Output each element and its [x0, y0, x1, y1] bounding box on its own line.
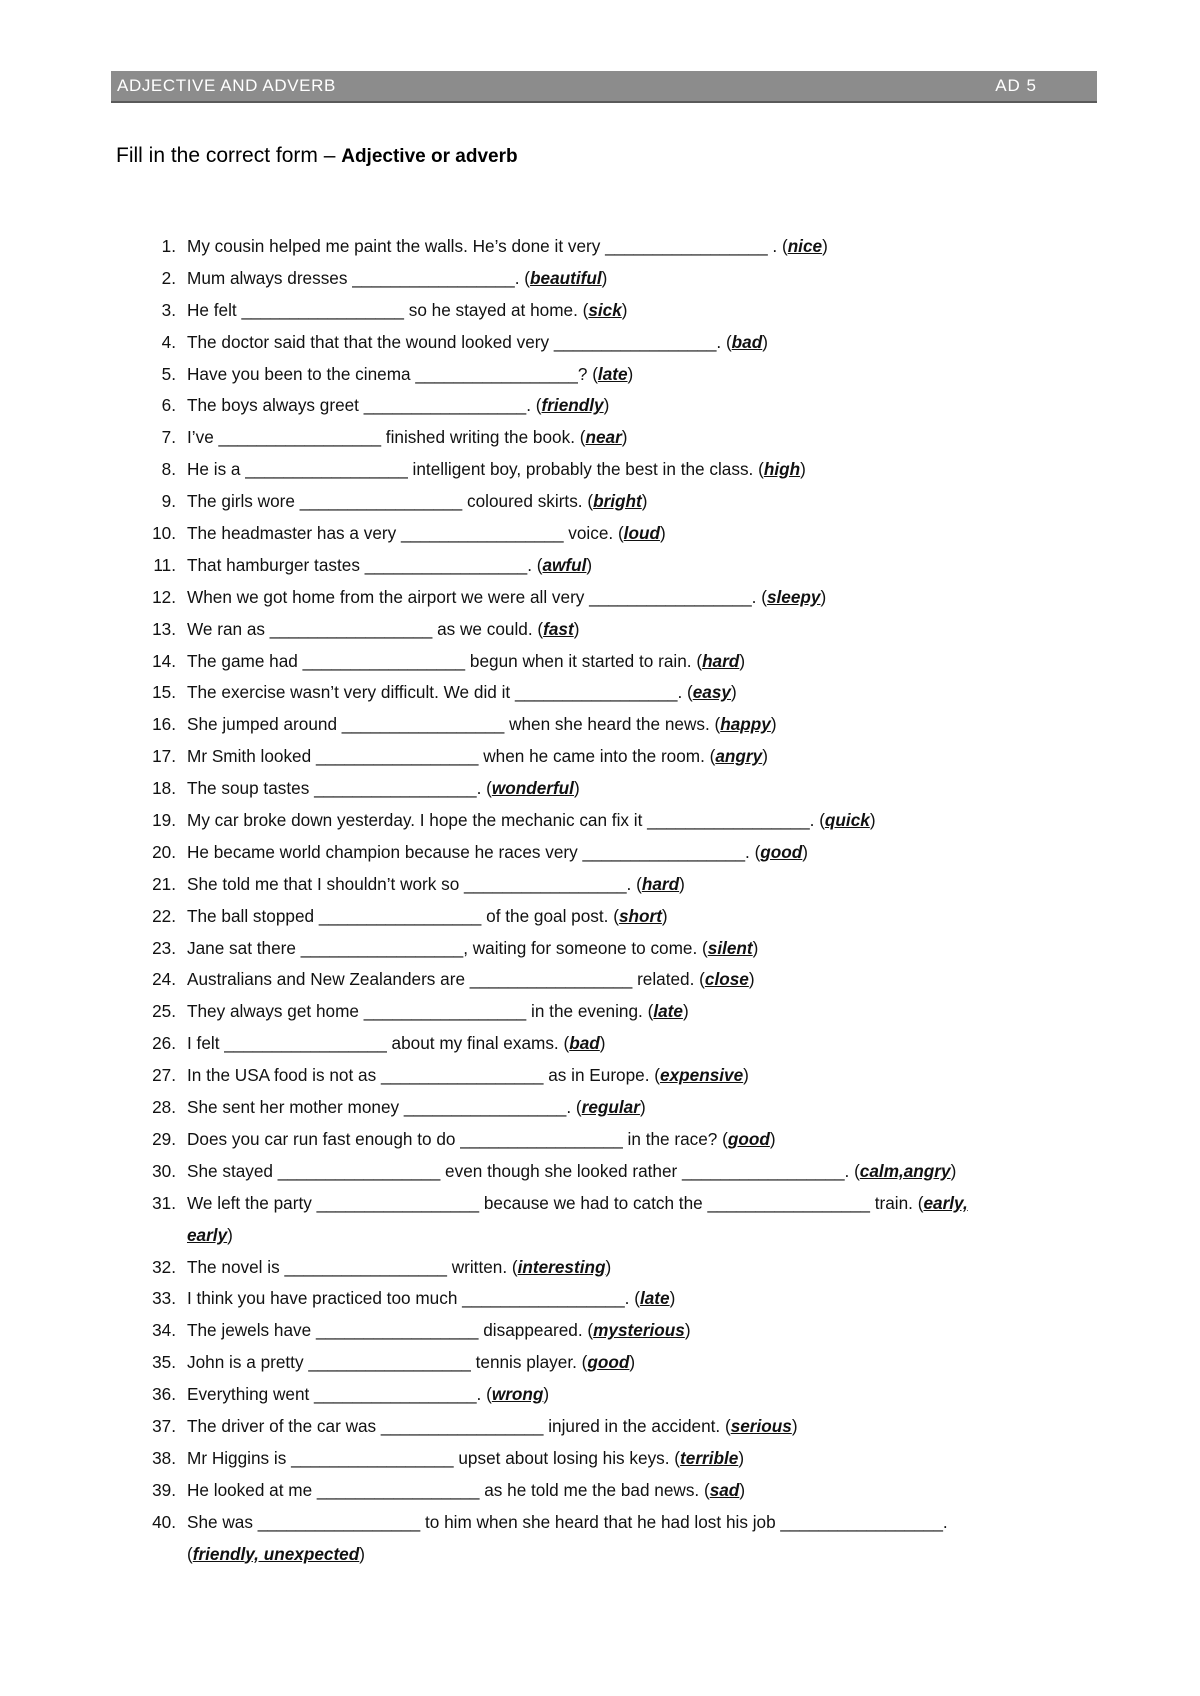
question-text — [187, 677, 737, 709]
question-item — [148, 996, 1098, 1028]
question-number: 18. — [152, 778, 176, 799]
question-tail: ) — [627, 363, 634, 384]
question-tail: ) — [684, 1320, 691, 1341]
word-hint: wrong — [491, 1384, 544, 1405]
question-continuation — [148, 1220, 1098, 1252]
word-hint: expensive — [660, 1065, 744, 1086]
question-item — [148, 805, 1098, 837]
question-item — [148, 1060, 1098, 1092]
question-tail: ) — [822, 236, 828, 256]
word-hint: loud — [623, 523, 660, 544]
question-number: 34. — [152, 1320, 176, 1341]
question-text — [187, 1379, 549, 1411]
question-tail: ) — [601, 267, 608, 288]
question-tail: ) — [603, 395, 610, 416]
question-number: 15. — [152, 682, 176, 703]
question-number: 5. — [161, 363, 176, 384]
question-number: 22. — [152, 905, 176, 926]
question-item — [148, 614, 1098, 646]
question-item — [148, 486, 1098, 518]
word-hint: fast — [543, 618, 574, 639]
question-item — [148, 1411, 1098, 1443]
question-sentence: My car broke down yesterday. I hope the mechanic can fix it _________________. ( — [187, 810, 825, 831]
word-hint: early, — [923, 1192, 968, 1213]
question-item — [148, 582, 1098, 614]
question-text — [187, 1220, 233, 1252]
word-hint: good — [760, 841, 803, 862]
question-sentence: The driver of the car was _________________ injured in the accident. ( — [187, 1415, 731, 1436]
question-tail: ) — [679, 873, 685, 894]
question-item — [148, 837, 1098, 869]
question-number: 1. — [161, 236, 176, 256]
question-tail: ) — [791, 1415, 798, 1436]
heading-bold: Adjective or adverb — [341, 146, 518, 167]
question-tail: ) — [802, 841, 809, 862]
question-sentence: They always get home _________________ in the evening. ( — [187, 1001, 654, 1022]
question-text — [187, 933, 758, 965]
question-item — [148, 709, 1098, 741]
word-hint: interesting — [517, 1256, 606, 1277]
question-tail: ) — [621, 427, 628, 448]
question-item — [148, 1379, 1098, 1411]
word-hint: hard — [702, 650, 740, 671]
question-tail: ) — [605, 1256, 612, 1277]
question-sentence: She sent her mother money _________________. ( — [187, 1097, 582, 1118]
question-sentence: ( — [187, 1543, 193, 1564]
question-item — [148, 327, 1098, 359]
question-text — [187, 901, 668, 933]
question-text — [187, 646, 745, 678]
word-hint: good — [727, 1128, 770, 1149]
question-item — [148, 901, 1098, 933]
question-tail: ) — [659, 523, 666, 544]
question-item — [148, 646, 1098, 678]
question-item — [148, 454, 1098, 486]
question-number: 39. — [152, 1479, 176, 1500]
question-number: 4. — [161, 331, 176, 352]
word-hint: sad — [709, 1479, 740, 1500]
question-number: 27. — [152, 1065, 176, 1086]
question-text — [187, 454, 806, 486]
question-number: 8. — [161, 459, 176, 480]
worksheet-title: ADJECTIVE AND ADVERB — [117, 76, 336, 95]
question-number: 40. — [152, 1511, 176, 1532]
word-hint: high — [763, 459, 801, 480]
question-sentence: We left the party _________________ because we had to catch the _________________ train. ( — [187, 1192, 924, 1213]
word-hint: serious — [730, 1415, 792, 1436]
question-sentence: Have you been to the cinema _________________? ( — [187, 363, 598, 384]
question-text — [187, 359, 633, 391]
question-sentence: Mr Smith looked _________________ when he came into the room. ( — [187, 746, 716, 767]
question-text — [187, 773, 580, 805]
question-number: 38. — [152, 1447, 176, 1468]
question-text — [187, 1188, 968, 1220]
question-text — [187, 1475, 745, 1507]
question-item — [148, 1124, 1098, 1156]
question-item — [148, 1156, 1098, 1188]
question-text — [187, 295, 628, 327]
question-text — [187, 869, 685, 901]
question-tail: ) — [573, 618, 580, 639]
question-number: 25. — [152, 1001, 176, 1022]
question-tail: ) — [820, 586, 827, 607]
word-hint: happy — [720, 714, 771, 735]
question-sentence: When we got home from the airport we were all very _________________. ( — [187, 586, 767, 607]
question-text — [187, 518, 666, 550]
question-text — [187, 1283, 675, 1315]
question-item — [148, 359, 1098, 391]
question-item — [148, 1347, 1098, 1379]
question-sentence: She was _________________ to him when she heard that he had lost his job _________________. — [187, 1511, 948, 1532]
word-hint: sick — [588, 299, 622, 320]
question-number: 37. — [152, 1415, 176, 1436]
question-tail: ) — [769, 1128, 776, 1149]
question-text — [187, 614, 579, 646]
question-item — [148, 1028, 1098, 1060]
question-sentence: That hamburger tastes _________________. ( — [187, 554, 543, 575]
question-text — [187, 709, 777, 741]
question-sentence: She stayed _________________ even though she looked rather _________________. ( — [187, 1160, 860, 1181]
question-text — [187, 1252, 611, 1284]
question-sentence: He felt _________________ so he stayed at home. ( — [187, 299, 589, 320]
word-hint: nice — [787, 236, 823, 256]
question-sentence: Mum always dresses _________________. ( — [187, 267, 531, 288]
question-sentence: My cousin helped me paint the walls. He’s done it very _________________ . ( — [187, 236, 788, 256]
question-item — [148, 1188, 1098, 1220]
question-text — [187, 996, 689, 1028]
question-sentence: She told me that I shouldn’t work so _________________. ( — [187, 873, 642, 894]
question-text — [187, 327, 768, 359]
question-tail: ) — [950, 1160, 957, 1181]
question-text — [187, 1411, 798, 1443]
question-number: 14. — [152, 650, 176, 671]
question-text — [187, 1539, 365, 1571]
question-item — [148, 231, 1098, 263]
question-number: 20. — [152, 841, 176, 862]
question-number: 16. — [152, 714, 176, 735]
question-item — [148, 964, 1098, 996]
word-hint: beautiful — [530, 267, 602, 288]
word-hint: calm,angry — [859, 1160, 951, 1181]
question-text — [187, 1092, 646, 1124]
question-sentence: Everything went _________________. ( — [187, 1384, 492, 1405]
question-sentence: The ball stopped _________________ of the goal post. ( — [187, 905, 619, 926]
question-tail: ) — [621, 299, 628, 320]
question-text — [187, 1124, 776, 1156]
question-text — [187, 231, 828, 263]
question-text — [187, 1060, 749, 1092]
question-sentence: He became world champion because he races very _________________. ( — [187, 841, 761, 862]
question-number: 36. — [152, 1384, 176, 1405]
question-sentence: Australians and New Zealanders are _________________ related. ( — [187, 969, 705, 990]
question-sentence: The novel is _________________ written. ( — [187, 1256, 518, 1277]
question-tail: ) — [770, 714, 777, 735]
question-tail: ) — [739, 650, 746, 671]
question-tail: ) — [800, 459, 806, 480]
question-item — [148, 550, 1098, 582]
question-number: 7. — [161, 427, 176, 448]
question-number: 21. — [152, 873, 176, 894]
question-item — [148, 1507, 1098, 1539]
question-tail: ) — [869, 810, 876, 831]
word-hint: mysterious — [593, 1320, 685, 1341]
question-item — [148, 1092, 1098, 1124]
question-tail: ) — [762, 746, 768, 767]
word-hint: late — [597, 363, 628, 384]
question-text — [187, 1315, 691, 1347]
word-hint: friendly, unexpected — [192, 1543, 360, 1564]
question-text — [187, 1347, 635, 1379]
question-number: 17. — [152, 746, 176, 767]
question-sentence: The doctor said that that the wound looked very _________________. ( — [187, 331, 732, 352]
word-hint: near — [585, 427, 622, 448]
question-sentence: The jewels have _________________ disappeared. ( — [187, 1320, 594, 1341]
word-hint: good — [587, 1352, 630, 1373]
question-number: 6. — [161, 395, 176, 416]
question-item — [148, 1252, 1098, 1284]
question-item — [148, 1283, 1098, 1315]
word-hint: bad — [731, 331, 763, 352]
question-continuation — [148, 1539, 1098, 1571]
word-hint: close — [704, 969, 749, 990]
word-hint: silent — [707, 937, 753, 958]
question-sentence: The game had _________________ begun when it started to rain. ( — [187, 650, 703, 671]
heading-lead: Fill in the correct form – — [116, 144, 342, 167]
question-tail: ) — [543, 1384, 550, 1405]
question-sentence: The girls wore _________________ coloured skirts. ( — [187, 491, 594, 512]
word-hint: bad — [569, 1033, 600, 1054]
question-number: 9. — [161, 491, 176, 512]
question-number: 29. — [152, 1128, 176, 1149]
worksheet-code: AD 5 — [995, 76, 1037, 95]
question-sentence: I felt _________________ about my final exams. ( — [187, 1033, 570, 1054]
word-hint: late — [653, 1001, 683, 1022]
question-item — [148, 1315, 1098, 1347]
word-hint: short — [618, 905, 662, 926]
word-hint: bright — [593, 491, 642, 512]
question-item — [148, 741, 1098, 773]
question-sentence: In the USA food is not as _________________ as in Europe. ( — [187, 1065, 661, 1086]
question-text — [187, 486, 648, 518]
question-sentence: He looked at me _________________ as he told me the bad news. ( — [187, 1479, 710, 1500]
question-tail: ) — [641, 491, 648, 512]
question-number: 23. — [152, 937, 176, 958]
question-tail: ) — [599, 1033, 606, 1054]
word-hint: easy — [692, 682, 731, 703]
word-hint: regular — [581, 1097, 640, 1118]
question-item — [148, 390, 1098, 422]
question-sentence: She jumped around _________________ when she heard the news. ( — [187, 714, 721, 735]
question-number: 19. — [152, 810, 176, 831]
question-number: 26. — [152, 1033, 176, 1054]
question-number: 12. — [152, 586, 176, 607]
question-sentence: He is a _________________ intelligent boy, probably the best in the class. ( — [187, 459, 764, 480]
question-item — [148, 1443, 1098, 1475]
word-hint: wonderful — [491, 778, 574, 799]
question-tail: ) — [359, 1543, 365, 1564]
question-item — [148, 263, 1098, 295]
question-text — [187, 964, 755, 996]
question-sentence: The soup tastes _________________. ( — [187, 778, 492, 799]
question-number: 3. — [161, 299, 176, 320]
question-number: 33. — [152, 1288, 176, 1309]
question-number: 11. — [153, 554, 176, 575]
question-tail: ) — [748, 969, 755, 990]
question-sentence: I’ve _________________ finished writing the book. ( — [187, 427, 586, 448]
question-number: 2. — [161, 267, 176, 288]
question-item — [148, 869, 1098, 901]
word-hint: terrible — [680, 1447, 739, 1468]
question-number: 30. — [152, 1160, 176, 1181]
question-tail: ) — [739, 1479, 746, 1500]
question-tail: ) — [682, 1001, 689, 1022]
question-item — [148, 1475, 1098, 1507]
instructions-heading — [116, 144, 518, 168]
question-sentence: We ran as _________________ as we could. ( — [187, 618, 544, 639]
question-tail: ) — [661, 905, 668, 926]
question-list — [148, 231, 1098, 1570]
question-text — [187, 390, 609, 422]
question-text — [187, 1028, 606, 1060]
question-text — [187, 582, 826, 614]
word-hint: angry — [715, 746, 763, 767]
question-sentence: The headmaster has a very _________________ voice. ( — [187, 523, 624, 544]
question-number: 31. — [152, 1192, 176, 1213]
question-text — [187, 550, 592, 582]
question-sentence: I think you have practiced too much _________________. ( — [187, 1288, 640, 1309]
question-tail: ) — [639, 1097, 646, 1118]
question-text — [187, 1507, 948, 1539]
question-tail: ) — [227, 1224, 233, 1245]
question-tail: ) — [762, 331, 768, 352]
question-item — [148, 773, 1098, 805]
question-number: 13. — [152, 618, 176, 639]
question-tail: ) — [586, 554, 593, 575]
question-sentence: John is a pretty _________________ tennis player. ( — [187, 1352, 588, 1373]
question-tail: ) — [743, 1065, 749, 1086]
question-text — [187, 263, 607, 295]
word-hint: awful — [542, 554, 587, 575]
question-text — [187, 1443, 744, 1475]
question-tail: ) — [731, 682, 737, 703]
header-bar — [111, 71, 1097, 103]
word-hint: friendly — [541, 395, 604, 416]
question-number: 28. — [152, 1097, 176, 1118]
question-tail: ) — [629, 1352, 636, 1373]
question-tail: ) — [573, 778, 580, 799]
question-item — [148, 422, 1098, 454]
question-sentence: Jane sat there _________________, waiting for someone to come. ( — [187, 937, 708, 958]
word-hint: early — [187, 1224, 228, 1245]
question-sentence: Mr Higgins is _________________ upset about losing his keys. ( — [187, 1447, 681, 1468]
question-text — [187, 741, 768, 773]
question-tail: ) — [752, 937, 759, 958]
word-hint: late — [639, 1288, 670, 1309]
question-text — [187, 422, 628, 454]
question-number: 10. — [152, 523, 176, 544]
question-item — [148, 677, 1098, 709]
word-hint: quick — [824, 810, 870, 831]
question-tail: ) — [738, 1447, 745, 1468]
question-text — [187, 805, 876, 837]
question-number: 32. — [152, 1256, 176, 1277]
question-text — [187, 1156, 956, 1188]
question-sentence: The exercise wasn’t very difficult. We did it _________________. ( — [187, 682, 693, 703]
question-number: 24. — [152, 969, 176, 990]
question-text — [187, 837, 808, 869]
question-tail: ) — [669, 1288, 676, 1309]
word-hint: hard — [641, 873, 680, 894]
question-number: 35. — [152, 1352, 176, 1373]
question-sentence: The boys always greet _________________. ( — [187, 395, 542, 416]
question-item — [148, 518, 1098, 550]
question-item — [148, 295, 1098, 327]
word-hint: sleepy — [766, 586, 821, 607]
question-item — [148, 933, 1098, 965]
question-sentence: Does you car run fast enough to do _________________ in the race? ( — [187, 1128, 728, 1149]
